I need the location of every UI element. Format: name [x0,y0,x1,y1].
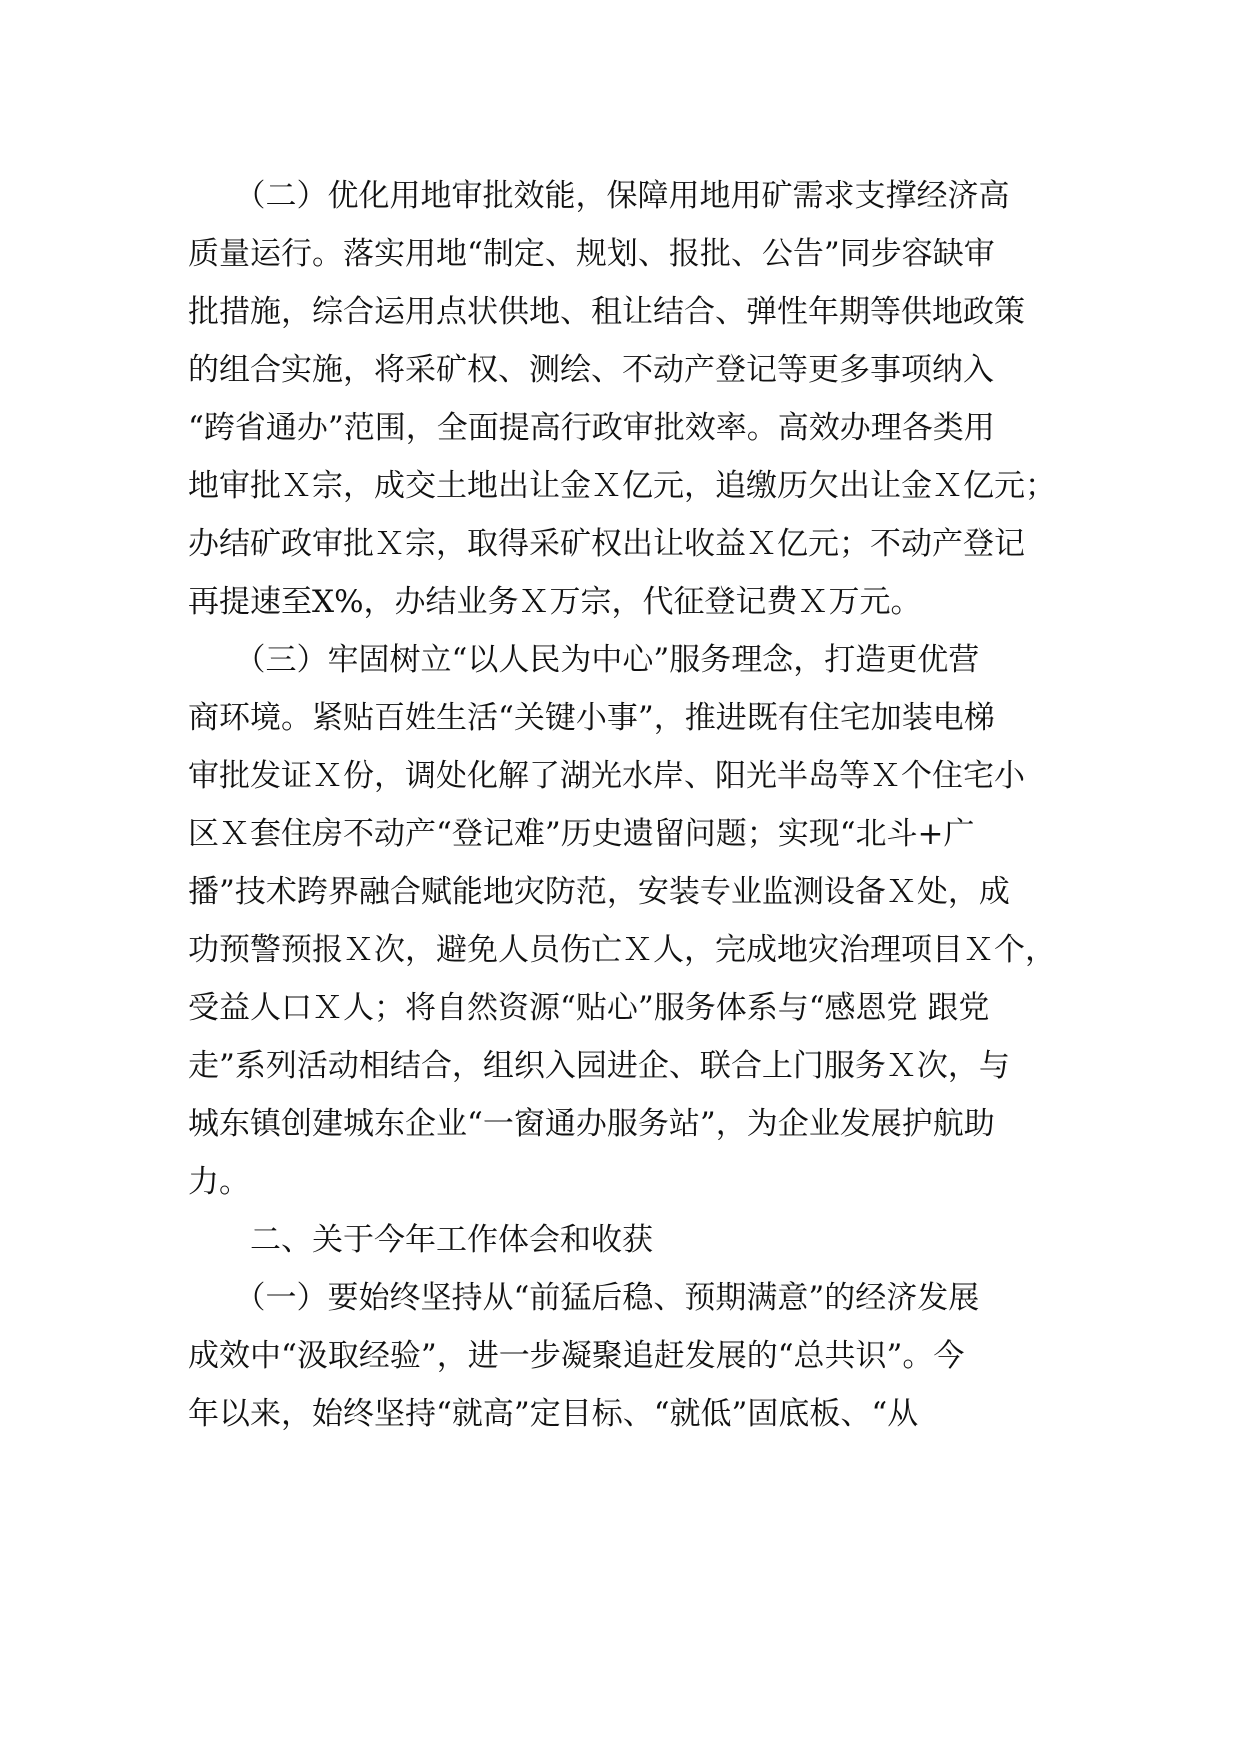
text-line: 商环境。紧贴百姓生活“关键小事”，推进既有住宅加装电梯 [188,700,995,736]
text-line: “跨省通办”范围，全面提高行政审批效率。高效办理各类用 [188,410,995,446]
text-line: 批措施，综合运用点状供地、租让结合、弹性年期等供地政策 [188,294,1025,330]
text-line: 力。 [188,1164,250,1200]
text-line: 成效中“汲取经验”，进一步凝聚追赶发展的“总共识”。今 [188,1338,965,1374]
text-line: （二）优化用地审批效能，保障用地用矿需求支撑经济高 [188,178,1010,214]
text-line: 年以来，始终坚持“就高”定目标、“就低”固底板、“从 [188,1396,919,1432]
text-line: 再提速至X%，办结业务Ｘ万宗，代征登记费Ｘ万元。 [188,584,922,620]
text-line: 质量运行。落实用地“制定、规划、报批、公告”同步容缺审 [188,236,995,272]
text-line: 播”技术跨界融合赋能地灾防范，安装专业监测设备Ｘ处，成 [188,874,1010,910]
text-line: 地审批Ｘ宗，成交土地出让金Ｘ亿元，追缴历欠出让金Ｘ亿元； [188,468,1056,504]
text-line: 走”系列活动相结合，组织入园进企、联合上门服务Ｘ次，与 [188,1048,1010,1084]
text-line: 受益人口Ｘ人；将自然资源“贴心”服务体系与“感恩党 跟党 [188,990,990,1026]
text-line: 审批发证Ｘ份，调处化解了湖光水岸、阳光半岛等Ｘ个住宅小 [188,758,1025,794]
text-line: 办结矿政审批Ｘ宗，取得采矿权出让收益Ｘ亿元；不动产登记 [188,526,1025,562]
section-heading: 二、关于今年工作体会和收获 [188,1222,653,1258]
text-line: （一）要始终坚持从“前猛后稳、预期满意”的经济发展 [188,1280,980,1316]
text-line: 的组合实施，将采矿权、测绘、不动产登记等更多事项纳入 [188,352,994,388]
text-line: 城东镇创建城东企业“一窗通办服务站”，为企业发展护航助 [188,1106,995,1142]
text-line: 功预警预报Ｘ次，避免人员伤亡Ｘ人，完成地灾治理项目Ｘ个， [188,932,1056,968]
text-line: 区Ｘ套住房不动产“登记难”历史遗留问题；实现“北斗+广 [188,816,975,852]
text-line: （三）牢固树立“以人民为中心”服务理念，打造更优营 [188,642,980,678]
